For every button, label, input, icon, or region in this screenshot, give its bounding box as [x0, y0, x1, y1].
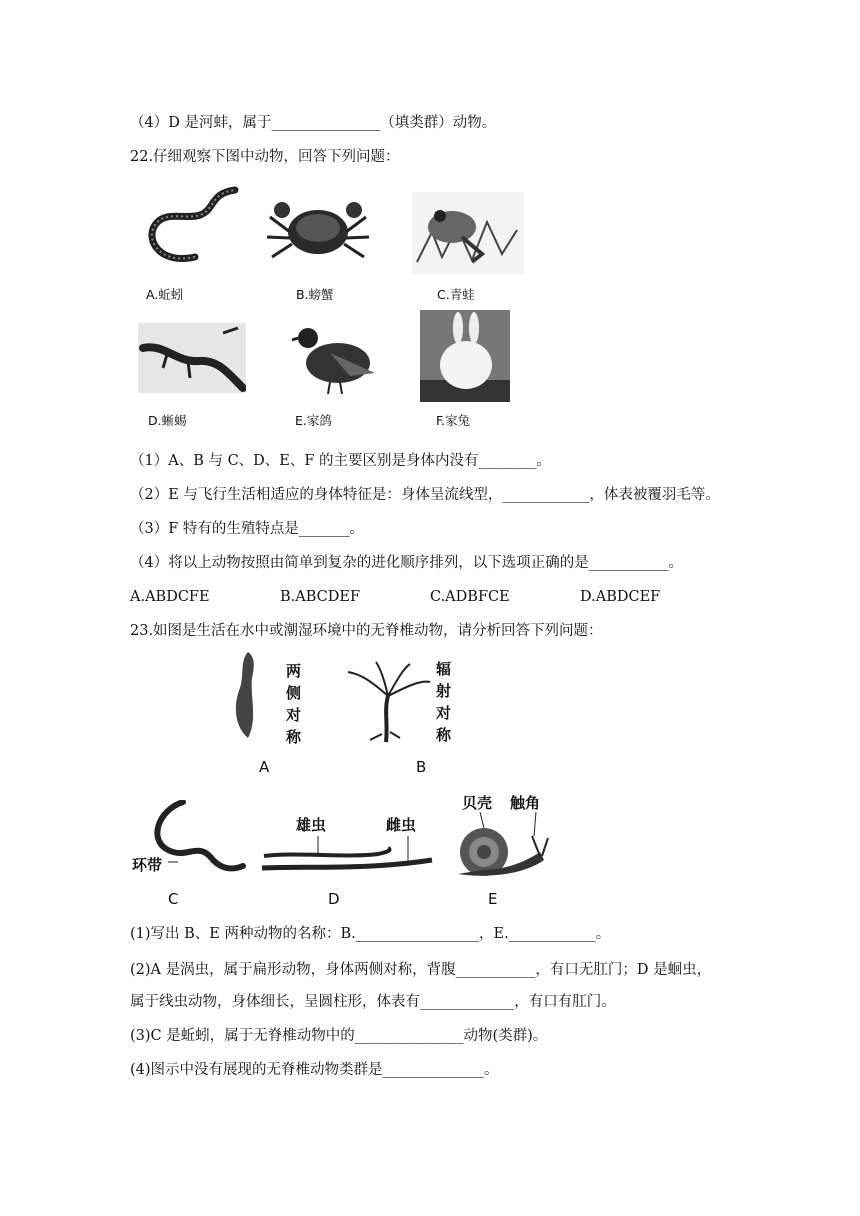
q23-sub2b: 属于线虫动物，身体细长，呈圆柱形，体表有_____________，有口有肛门。 [130, 994, 616, 1010]
planarian-image [218, 648, 278, 744]
q23-sub3: (3)C 是蚯蚓，属于无脊椎动物中的_______________动物(类群)。 [130, 1028, 548, 1044]
label-d: D [328, 890, 340, 908]
b-symmetry-label: 辐射对称 [436, 660, 452, 744]
option-c: C.ADBFCE [430, 589, 510, 605]
d-male-label: 雄虫 [296, 816, 327, 834]
q23-stem: 23.如图是生活在水中或潮湿环境中的无脊椎动物，请分析回答下列问题： [130, 623, 603, 639]
pigeon-image [290, 318, 382, 396]
q22-sub4: （4）将以上动物按照由简单到复杂的进化顺序排列，以下选项正确的是___________。 [130, 555, 683, 571]
d-female-label: 雌虫 [386, 816, 417, 834]
caption-e: E.家鸽 [295, 413, 332, 428]
caption-d: D.蜥蜴 [148, 413, 187, 428]
c-band-label: 环带 [132, 856, 163, 874]
crab-image [262, 192, 374, 272]
roundworm-image [258, 836, 436, 880]
q22-sub1: （1）A、B 与 C、D、E、F 的主要区别是身体内没有________。 [130, 453, 552, 469]
option-b: B.ABCDEF [280, 589, 361, 605]
q23-sub2a: (2)A 是涡虫，属于扁形动物，身体两侧对称，背腹___________，有口无肛门；D 是蛔虫， [130, 962, 712, 978]
rabbit-image [420, 310, 510, 402]
label-c: C [168, 890, 179, 908]
caption-c: C.青蛙 [437, 287, 475, 302]
q21-sub4: （4）D 是河蚌，属于_______________（填类群）动物。 [130, 115, 497, 131]
e-shell-label: 贝壳 [462, 794, 493, 812]
label-a: A [259, 758, 270, 776]
caption-b: B.螃蟹 [296, 287, 334, 302]
caption-a: A.蚯蚓 [146, 287, 184, 302]
snail-image [452, 812, 552, 884]
q23-sub4: (4)图示中没有展现的无脊椎动物类群是______________。 [130, 1062, 499, 1078]
q22-sub2: （2）E 与飞行生活相适应的身体特征是：身体呈流线型，____________，体表被覆羽毛等。 [130, 487, 720, 503]
e-tentacle-label: 触角 [510, 794, 541, 812]
option-d: D.ABDCEF [580, 589, 661, 605]
q22-sub3: （3）F 特有的生殖特点是_______。 [130, 521, 365, 537]
a-symmetry-label: 两侧对称 [286, 662, 302, 746]
label-b: B [416, 758, 427, 776]
q22-stem: 22.仔细观察下图中动物，回答下列问题： [130, 149, 400, 165]
hydra-image [340, 660, 432, 746]
q23-sub1: (1)写出 B、E 两种动物的名称：B._________________，E.____________。 [130, 926, 611, 942]
option-a: A.ABDCFE [130, 589, 210, 605]
earthworm-image [140, 185, 250, 280]
frog-image [412, 192, 524, 274]
lizard-image [138, 323, 246, 393]
label-e: E [488, 890, 498, 908]
caption-f: F.家兔 [436, 413, 471, 428]
